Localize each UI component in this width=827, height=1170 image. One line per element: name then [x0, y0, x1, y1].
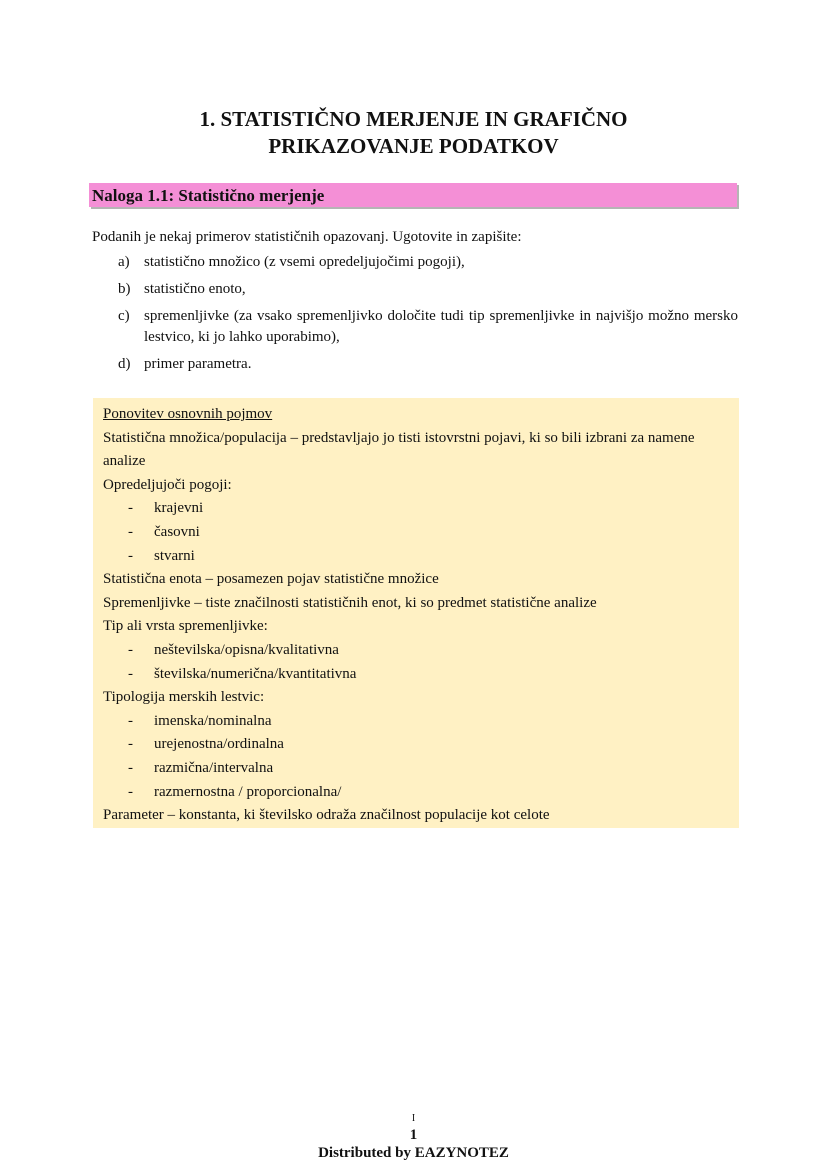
dash-marker: - [128, 641, 133, 658]
scale-item [103, 781, 729, 805]
task-item-text: primer parametra. [144, 356, 252, 372]
dash-marker: - [128, 759, 133, 776]
dash-marker: - [128, 665, 133, 682]
task-item-text: spremenljivke (za vsako spremenljivko določite tudi tip spremenljivke in najvišjo možno mersko lestvico, ki jo lahko uporabimo), [144, 308, 738, 345]
types-label: Tip ali vrsta spremenljivke: [103, 618, 268, 635]
scale-text: razmernostna / proporcionalna/ [154, 783, 342, 800]
distributed-by: Distributed by EAZYNOTEZ [318, 1145, 509, 1161]
population-definition: Statistična množica/populacija – predstavljajo jo tisti istovrstni pojavi, ki so bili izbrani za namene analize [103, 429, 695, 470]
condition-text: časovni [154, 523, 200, 540]
scale-text: urejenostna/ordinalna [154, 736, 284, 753]
type-item [103, 663, 729, 687]
dash-marker: - [128, 523, 133, 540]
dash-marker: - [128, 547, 133, 564]
scale-item [103, 733, 729, 757]
dash-marker: - [128, 500, 133, 517]
task-item-c [92, 306, 738, 348]
task-item-a [92, 252, 738, 273]
task-item-mark: a) [118, 254, 130, 270]
condition-text: krajevni [154, 500, 204, 517]
type-text: neštevilska/opisna/kvalitativna [154, 641, 339, 658]
page-title [90, 106, 737, 160]
condition-item [103, 521, 729, 545]
footer-mark: I [411, 1113, 416, 1124]
task-item-d [92, 354, 738, 375]
review-box [93, 398, 739, 828]
scale-item [103, 710, 729, 734]
unit-definition: Statistična enota – posamezen pojav statistične množice [103, 571, 439, 588]
condition-item [103, 545, 729, 569]
task-heading: Naloga 1.1: Statistično merjenje [89, 183, 737, 207]
dash-marker: - [128, 783, 133, 800]
type-text: številska/numerična/kvantitativna [154, 665, 357, 682]
type-item [103, 639, 729, 663]
scales-label: Tipologija merskih lestvic: [103, 689, 265, 706]
parameter-definition: Parameter – konstanta, ki številsko odraža značilnost populacije kot celote [103, 807, 550, 824]
title-line-2: PRIKAZOVANJE PODATKOV [268, 134, 559, 158]
task-item-text: statistično enoto, [144, 281, 246, 297]
condition-item [103, 497, 729, 521]
task-item-mark: b) [118, 281, 131, 297]
conditions-label: Opredeljujoči pogoji: [103, 476, 232, 493]
scale-text: razmična/intervalna [154, 759, 274, 776]
task-item-mark: c) [118, 308, 130, 324]
condition-text: stvarni [154, 547, 195, 564]
title-line-1: 1. STATISTIČNO MERJENJE IN GRAFIČNO [199, 107, 628, 131]
task-intro: Podanih je nekaj primerov statističnih opazovanj. Ugotovite in zapišite: [92, 229, 522, 245]
variables-definition: Spremenljivke – tiste značilnosti statističnih enot, ki so predmet statistične analize [103, 594, 597, 611]
task-item-mark: d) [118, 356, 131, 372]
scale-text: imenska/nominalna [154, 712, 272, 729]
dash-marker: - [128, 712, 133, 729]
scale-item [103, 757, 729, 781]
dash-marker: - [128, 736, 133, 753]
task-item-b [92, 279, 738, 300]
task-item-text: statistično množico (z vsemi opredeljujočimi pogoji), [144, 254, 465, 270]
task-list [92, 252, 738, 381]
review-heading: Ponovitev osnovnih pojmov [103, 406, 273, 422]
page-number: 1 [409, 1127, 418, 1143]
